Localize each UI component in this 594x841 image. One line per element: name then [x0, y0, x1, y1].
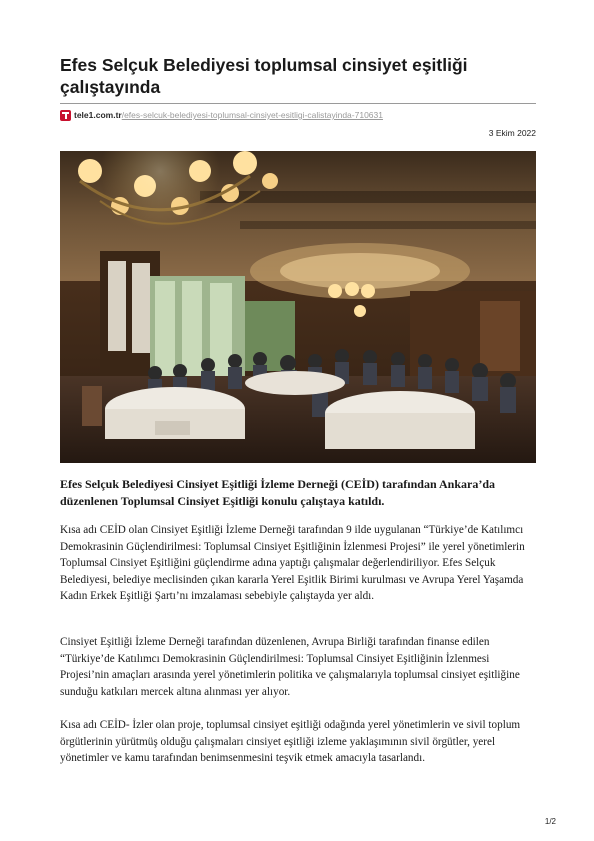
tele1-logo-icon — [60, 110, 71, 121]
page-number: 1/2 — [544, 817, 556, 826]
source-line — [60, 108, 383, 122]
workshop-photo — [60, 151, 536, 463]
article-lead: Efes Selçuk Belediyesi Cinsiyet Eşitliği İzleme Derneği (CEİD) tarafından Ankara’da düzenlenen Toplumsal Cinsiyet Eşitliği konulu çalıştaya katıldı. — [60, 477, 495, 508]
source-link[interactable] — [74, 110, 383, 120]
source-path: /efes-selcuk-belediyesi-toplumsal-cinsiyet-esitligi-calistayinda-710631 — [121, 110, 383, 120]
article-paragraph: Kısa adı CEİD olan Cinsiyet Eşitliği İzleme Derneği tarafından 9 ilde uygulanan “Türkiye’de Katılımcı Demokrasinin Güçlendirilmesi: Toplumsal Cinsiyet Eşitliğinin İzlenmesi Projesi” ile yerel yönetimlerin Toplumsal Cinsiyet Eşitliğini güçlendirme adına yaptığı çalışmalar değerlendiriliyor. Efes Selçuk Belediyesi, belediye meclisinden çıkan kararla Yerel Eşitlik Birimi kurulması ve Avrupa Yerel Yaşamda Kadın Erkek Eşitliği Şartı’nı imzalaması sebebiyle çalıştayda yer aldı. — [60, 524, 525, 602]
publish-date: 3 Ekim 2022 — [488, 128, 536, 138]
article-paragraph: Kısa adı CEİD- İzler olan proje, toplumsal cinsiyet eşitliği odağında yerel yönetimlerin ve sivil toplum örgütlerinin yürütmüş olduğu çalışmaları cinsiyet eşitliği izleme yaklaşımının sivil örgütler, yerel yönetimler ve kamu tarafından benimsenmesini teşvik etmek amacıyla tasarlandı. — [60, 719, 521, 764]
article-paragraph: Cinsiyet Eşitliği İzleme Derneği tarafından düzenlenen, Avrupa Birliği tarafından finanse edilen “Türkiye’de Katılımcı Demokrasinin Güçlendirilmesi: Toplumsal Cinsiyet Eşitliğinin İzlenmesi Projesi’nin amaçları arasında yerel yönetimlerin politika ve çalışmalarıyla toplumsal cinsiyet eşitliğine sunduğu katkıları mercek altına alınması yer alıyor. — [60, 636, 520, 698]
source-domain: tele1.com.tr — [74, 110, 122, 120]
title-divider — [60, 103, 536, 104]
article-title: Efes Selçuk Belediyesi toplumsal cinsiyet eşitliği çalıştayında — [60, 55, 468, 97]
